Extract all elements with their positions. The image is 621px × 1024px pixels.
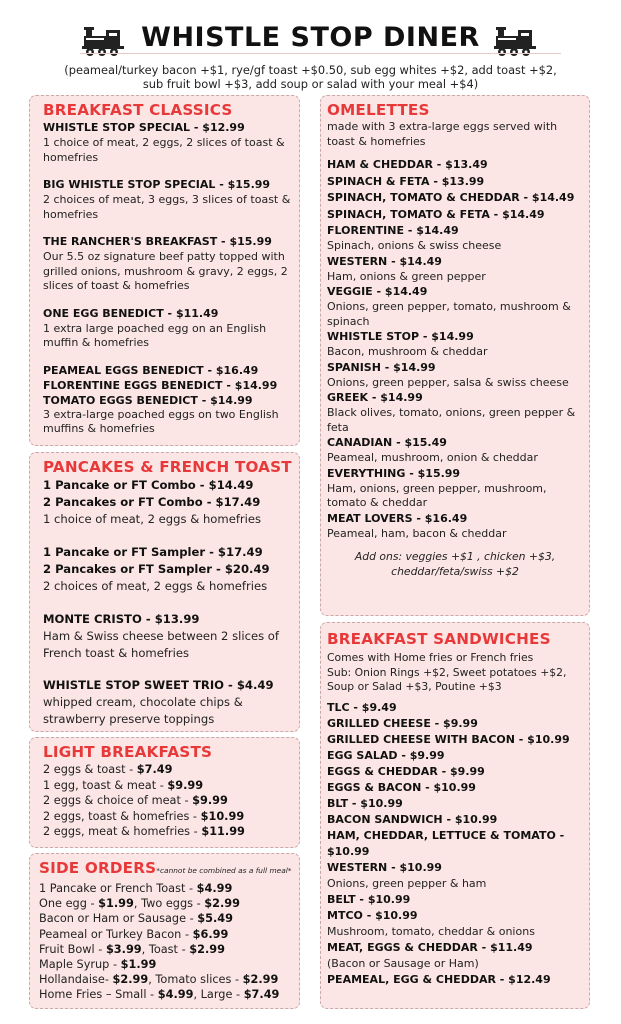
menu-item-name: WESTERN - $14.49 [327, 254, 442, 268]
item-price: $10.99 [200, 809, 245, 823]
side-orders-note: *cannot be combined as a full meal* [156, 866, 292, 875]
list-item [39, 881, 293, 896]
section-title: LIGHT BREAKFASTS [43, 743, 213, 761]
item-text: Home Fries – Small - [39, 988, 158, 1002]
item-text: , Large - [193, 988, 244, 1002]
item-price: $4.99 [157, 988, 194, 1002]
menu-item-desc: 3 extra-large poached eggs on two English muffins & homefries [43, 407, 279, 435]
menu-item-name: 1 Pancake or FT Combo - $14.49 [43, 478, 254, 492]
list-item [39, 987, 293, 1002]
menu-item-name: VEGGIE - $14.49 [327, 285, 428, 298]
item-price: $2.99 [242, 973, 279, 987]
item-text: Maple Syrup - [39, 958, 121, 972]
item-price: $2.99 [189, 942, 225, 956]
item-price: $1.99 [120, 958, 157, 972]
omelette-addons [327, 549, 583, 579]
menu-item-name: EGG SALAD - $9.99 [327, 748, 445, 762]
item-price: $11.99 [201, 825, 245, 839]
menu-item-name: MEAT, EGGS & CHEDDAR - $11.49 [327, 940, 533, 954]
menu-item-name: TOMATO EGGS BENEDICT - $14.99 [43, 393, 253, 407]
menu-item-name: WHISTLE STOP - $14.99 [327, 330, 474, 343]
item-price: $1.99 [98, 897, 134, 911]
menu-item-name: PEAMEAL EGGS BENEDICT - $16.49 [43, 363, 259, 377]
item-text: , Tomato slices - [148, 973, 243, 987]
menu-header [0, 18, 621, 62]
item-price: $6.99 [192, 927, 229, 941]
section-title: BREAKFAST SANDWICHES [327, 630, 551, 648]
list-item [39, 942, 293, 957]
menu-item-desc: 1 choice of meat, 2 eggs, 2 slices of toast & homefries [43, 136, 285, 164]
menu-item-desc: 1 choice of meat, 2 eggs & homefries [43, 512, 262, 526]
item-price: $2.99 [112, 973, 149, 987]
section-intro: made with 3 extra-large eggs served with toast & homefries [327, 120, 558, 148]
menu-item-name: CANADIAN - $15.49 [327, 436, 447, 449]
item-price: $7.49 [243, 988, 280, 1002]
menu-item-name: GRILLED CHEESE WITH BACON - $10.99 [327, 732, 570, 746]
menu-item-desc: Ham, onions & green pepper [327, 269, 486, 283]
list-item [43, 824, 293, 840]
item-text: 2 eggs & choice of meat - [43, 794, 193, 808]
pancakes-section [29, 452, 300, 732]
menu-item-name: EGGS & CHEDDAR - $9.99 [327, 764, 485, 778]
section-intro: Sub: Onion Rings +$2, Sweet potatoes +$2, Soup or Salad +$3, Poutine +$3 [327, 665, 567, 693]
item-text: Fruit Bowl - [39, 942, 106, 956]
section-title-text: SIDE ORDERS [39, 859, 157, 877]
menu-item-name: SPANISH - $14.99 [327, 360, 436, 374]
menu-item-name: FLORENTINE - $14.49 [327, 224, 459, 237]
menu-item-name: BIG WHISTLE STOP SPECIAL - $15.99 [43, 178, 271, 191]
section-title [39, 859, 293, 880]
menu-item-name: MONTE CRISTO - $13.99 [43, 612, 200, 626]
menu-item-name: EVERYTHING - $15.99 [327, 466, 461, 480]
item-price: $5.49 [197, 912, 234, 926]
list-item [43, 778, 293, 794]
menu-item-desc: Bacon, mushroom & cheddar [327, 345, 488, 358]
section-title: OMELETTES [327, 101, 430, 119]
breakfast-sandwiches-section [320, 622, 590, 1009]
menu-item-name: HAM, CHEDDAR, LETTUCE & TOMATO - $10.99 [327, 828, 565, 858]
menu-item-name: GRILLED CHEESE - $9.99 [327, 716, 478, 730]
item-text: , Two eggs - [133, 897, 205, 911]
menu-modifiers-note [20, 63, 601, 91]
menu-item-name: BELT - $10.99 [327, 892, 411, 906]
menu-item-desc: Peameal, mushroom, onion & cheddar [327, 451, 538, 464]
item-text: Bacon or Ham or Sausage - [39, 912, 198, 926]
menu-item-desc: 2 choices of meat, 2 eggs & homefries [43, 579, 268, 593]
menu-item-name: HAM & CHEDDAR - $13.49 [327, 158, 488, 171]
addons-line: cheddar/feta/swiss +$2 [391, 565, 519, 578]
list-item [39, 896, 293, 911]
page-title: WHISTLE STOP DINER [141, 22, 480, 53]
menu-item-name: 1 Pancake or FT Sampler - $17.49 [43, 545, 263, 559]
title-divider [80, 53, 561, 54]
side-orders-section [29, 853, 300, 1009]
item-price: $7.49 [136, 763, 173, 776]
list-item [39, 911, 293, 926]
item-price: $2.99 [204, 897, 241, 911]
menu-item-desc: Spinach, onions & swiss cheese [327, 239, 502, 252]
item-text: 1 egg, toast & meat - [43, 778, 168, 792]
menu-item-name: WHISTLE STOP SWEET TRIO - $4.49 [43, 678, 274, 692]
menu-item-name: EGGS & BACON - $10.99 [327, 780, 476, 794]
menu-item-desc: 2 choices of meat, 3 eggs, 3 slices of toast & homefries [43, 193, 291, 221]
section-title: PANCAKES & FRENCH TOAST [43, 458, 292, 476]
menu-item-name: THE RANCHER'S BREAKFAST - $15.99 [43, 235, 272, 248]
menu-item-desc: Peameal, ham, bacon & cheddar [327, 526, 507, 540]
item-price: $3.99 [105, 942, 142, 956]
menu-item-desc: Black olives, tomato, onions, green pepper & feta [327, 406, 576, 434]
menu-item-name: 2 Pancakes or FT Sampler - $20.49 [43, 562, 270, 576]
menu-item-name: GREEK - $14.99 [327, 391, 423, 404]
section-intro: Comes with Home fries or French fries [327, 651, 534, 664]
modifiers-line: sub fruit bowl +$3, add soup or salad with your meal +$4) [142, 77, 479, 91]
menu-item-name: ONE EGG BENEDICT - $11.49 [43, 306, 219, 320]
menu-item-desc: whipped cream, chocolate chips & strawberry preserve toppings [43, 695, 243, 726]
omelettes-section [320, 95, 590, 616]
menu-item-name: SPINACH, TOMATO & FETA - $14.49 [327, 207, 545, 221]
item-text: 2 eggs, toast & homefries - [43, 809, 201, 823]
menu-item-desc: Our 5.5 oz signature beef patty topped with grilled onions, mushroom & gravy, 2 eggs, 2 slices of toast & homefries [43, 250, 288, 292]
item-text: Peameal or Turkey Bacon - [39, 927, 193, 941]
modifiers-line: (peameal/turkey bacon +$1, rye/gf toast +$0.50, sub egg whites +$2, add toast +$2, [64, 63, 557, 77]
list-item [39, 927, 293, 942]
list-item [39, 972, 293, 987]
menu-item-name: SPINACH, TOMATO & CHEDDAR - $14.49 [327, 191, 575, 204]
item-price: $9.99 [192, 794, 228, 808]
item-text: , Toast - [141, 942, 190, 956]
list-item [43, 762, 293, 778]
light-breakfasts-section [29, 737, 300, 848]
item-text: 2 eggs, meat & homefries - [43, 825, 202, 839]
list-item [43, 809, 293, 825]
menu-item-name: MTCO - $10.99 [327, 908, 418, 922]
menu-item-name: WHISTLE STOP SPECIAL - $12.99 [43, 121, 245, 134]
list-item [43, 793, 293, 809]
menu-item-name: FLORENTINE EGGS BENEDICT - $14.99 [43, 378, 278, 392]
item-price: $9.99 [167, 778, 204, 792]
menu-item-name: BLT - $10.99 [327, 796, 403, 810]
item-text: Hollandaise- [39, 973, 113, 987]
menu-item-desc: Onions, green pepper, tomato, mushroom & spinach [327, 300, 571, 328]
menu-item-desc: 1 extra large poached egg on an English muffin & homefries [43, 321, 267, 349]
item-text: 1 Pancake or French Toast - [39, 882, 197, 895]
item-text: 2 eggs & toast - [43, 763, 137, 776]
addons-line: Add ons: veggies +$1 , chicken +$3, [354, 550, 556, 563]
breakfast-classics-section [29, 95, 300, 446]
list-item [39, 957, 293, 972]
menu-item-desc: Ham, onions, green pepper, mushroom, tomato & cheddar [327, 481, 547, 509]
menu-item-desc: (Bacon or Sausage or Ham) [327, 956, 479, 970]
menu-item-name: WESTERN - $10.99 [327, 860, 442, 874]
menu-item-name: 2 Pancakes or FT Combo - $17.49 [43, 495, 261, 509]
menu-item-name: BACON SANDWICH - $10.99 [327, 812, 498, 826]
menu-item-desc: Onions, green pepper, salsa & swiss cheese [327, 375, 569, 389]
menu-item-name: PEAMEAL, EGG & CHEDDAR - $12.49 [327, 972, 551, 986]
item-text: One egg - [39, 897, 99, 911]
menu-item-desc: Onions, green pepper & ham [327, 876, 487, 890]
menu-item-name: SPINACH & FETA - $13.99 [327, 174, 485, 188]
section-title: BREAKFAST CLASSICS [43, 101, 233, 119]
menu-item-name: MEAT LOVERS - $16.49 [327, 511, 468, 525]
item-price: $4.99 [196, 882, 233, 895]
menu-item-desc: Mushroom, tomato, cheddar & onions [327, 924, 535, 938]
menu-item-desc: Ham & Swiss cheese between 2 slices of French toast & homefries [43, 629, 279, 660]
menu-item-name: TLC - $9.49 [327, 700, 397, 714]
